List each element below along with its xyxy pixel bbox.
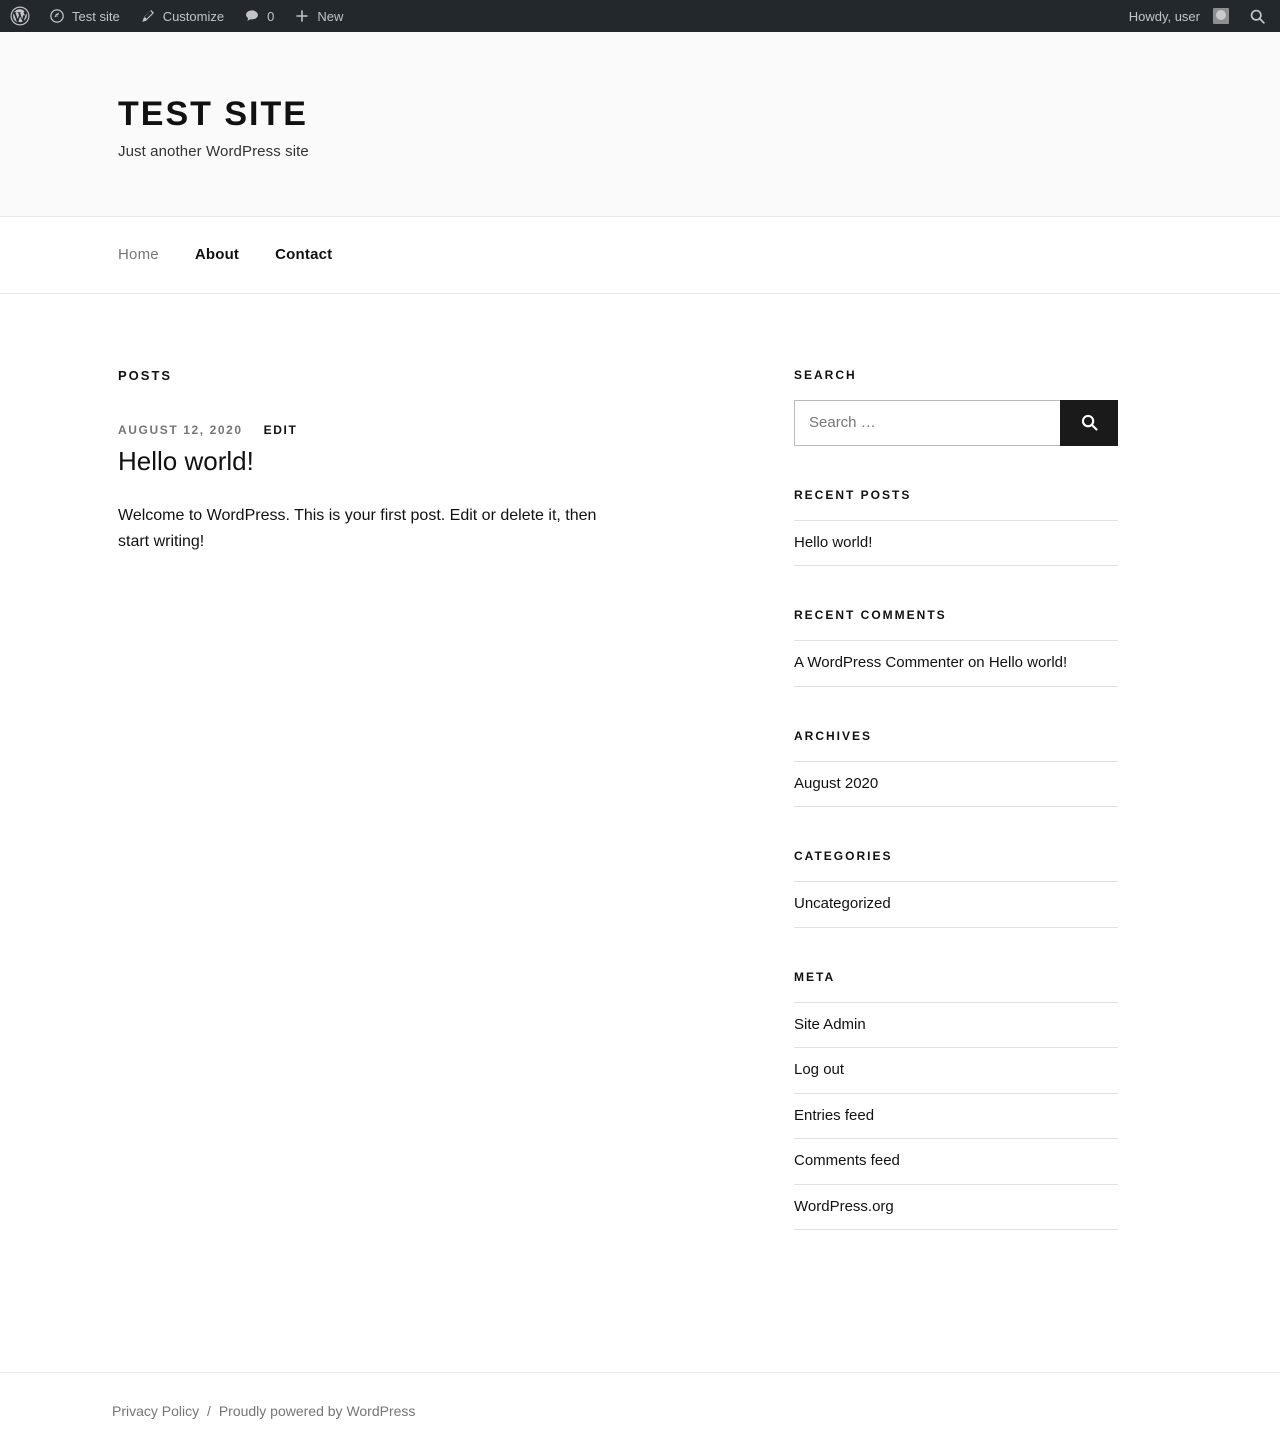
site-header — [0, 32, 1280, 217]
list-item[interactable] — [794, 1048, 1118, 1094]
pencil-icon — [140, 8, 156, 24]
post-article — [118, 423, 698, 556]
archives-list — [794, 761, 1118, 808]
nav-link-about[interactable]: About — [194, 245, 240, 263]
widget-title-meta: META — [794, 969, 836, 984]
search-form — [794, 400, 1118, 446]
list-item[interactable] — [794, 1139, 1118, 1185]
post-title-link[interactable]: Hello world! — [118, 445, 254, 476]
adminbar-site-name-label: Test site — [72, 8, 120, 24]
post-title — [118, 445, 698, 479]
search-icon — [1080, 413, 1099, 432]
footer-separator: / — [207, 1403, 211, 1420]
list-item[interactable] — [794, 762, 1118, 808]
search-input[interactable] — [795, 401, 1060, 445]
site-footer — [0, 1372, 1280, 1449]
adminbar-site-name[interactable] — [39, 0, 130, 32]
widget-meta — [794, 970, 1118, 1231]
nav-list — [118, 217, 1162, 293]
meta-link-site-admin[interactable]: Site Admin — [794, 1015, 866, 1033]
widget-search — [794, 368, 1118, 446]
recent-post-link[interactable]: Hello world! — [794, 533, 873, 551]
widget-title-archives: ARCHIVES — [794, 728, 873, 743]
post-edit-link[interactable]: EDIT — [263, 422, 298, 437]
categories-list — [794, 881, 1118, 928]
adminbar-comments[interactable] — [234, 0, 284, 32]
archive-link[interactable]: August 2020 — [794, 774, 879, 792]
plus-icon — [294, 8, 310, 24]
adminbar-howdy-label: Howdy, user — [1128, 8, 1200, 24]
adminbar-search-toggle[interactable] — [1239, 0, 1280, 32]
content-area — [118, 294, 1162, 1273]
nav-link-home[interactable]: Home — [118, 245, 159, 263]
sidebar — [794, 368, 1118, 1273]
list-item[interactable] — [794, 1003, 1118, 1049]
avatar — [1213, 8, 1229, 24]
widget-recent-comments — [794, 608, 1118, 687]
post-content — [118, 503, 698, 556]
list-item[interactable] — [794, 521, 1118, 567]
meta-link-comments-feed[interactable]: Comments feed — [794, 1152, 900, 1170]
meta-link-wordpress-org[interactable]: WordPress.org — [794, 1197, 894, 1215]
adminbar-wordpress-logo[interactable] — [0, 0, 39, 32]
widget-title-recent-comments: RECENT COMMENTS — [794, 608, 947, 623]
widget-archives — [794, 729, 1118, 808]
nav-item-home[interactable] — [118, 246, 159, 264]
post-meta — [118, 423, 698, 437]
category-link[interactable]: Uncategorized — [794, 895, 891, 913]
search-submit-button[interactable] — [1060, 400, 1118, 446]
widget-title-search: SEARCH — [794, 367, 857, 382]
meta-link-entries-feed[interactable]: Entries feed — [794, 1106, 875, 1124]
list-item[interactable] — [794, 882, 1118, 928]
adminbar-comments-count: 0 — [267, 8, 275, 24]
widget-title-categories: CATEGORIES — [794, 849, 893, 864]
page-title: POSTS — [118, 367, 173, 383]
adminbar-my-account[interactable] — [1119, 0, 1239, 32]
widget-recent-posts — [794, 488, 1118, 567]
nav-item-about[interactable] — [195, 246, 239, 264]
nav-link-contact[interactable]: Contact — [275, 245, 333, 263]
wordpress-logo-icon — [10, 6, 30, 26]
widget-categories — [794, 849, 1118, 928]
widget-title-recent-posts: RECENT POSTS — [794, 487, 912, 502]
comment-post-link[interactable]: Hello world! — [988, 654, 1068, 672]
adminbar-new[interactable] — [284, 0, 353, 32]
comment-on-word: on — [967, 654, 985, 672]
dashboard-icon — [49, 8, 65, 24]
site-title[interactable]: TEST SITE — [118, 95, 308, 133]
nav-item-contact[interactable] — [275, 246, 332, 264]
meta-link-log-out[interactable]: Log out — [794, 1061, 845, 1079]
list-item[interactable] — [794, 1185, 1118, 1231]
list-item[interactable] — [794, 1094, 1118, 1140]
footer-content — [94, 1403, 1186, 1419]
post-date-link[interactable]: AUGUST 12, 2020 — [118, 422, 243, 437]
adminbar-right-group — [1119, 0, 1280, 32]
comment-author: A WordPress Commenter — [794, 654, 964, 672]
recent-comments-list — [794, 640, 1118, 687]
privacy-policy-link[interactable]: Privacy Policy — [112, 1403, 200, 1420]
recent-posts-list — [794, 520, 1118, 567]
main-navigation — [0, 217, 1280, 294]
adminbar-customize-label: Customize — [162, 8, 225, 24]
wordpress-credit-link[interactable]: Proudly powered by WordPress — [218, 1403, 416, 1420]
search-icon — [1249, 8, 1266, 25]
admin-bar — [0, 0, 1280, 32]
primary-content — [118, 368, 698, 1273]
site-tagline: Just another WordPress site — [118, 142, 309, 160]
adminbar-new-label: New — [317, 8, 344, 24]
comment-bubble-icon — [244, 8, 260, 24]
meta-list — [794, 1002, 1118, 1231]
post-excerpt: Welcome to WordPress. This is your first post. Edit or delete it, then start writing! — [118, 506, 597, 550]
list-item[interactable] — [794, 641, 1118, 687]
adminbar-customize[interactable] — [130, 0, 234, 32]
